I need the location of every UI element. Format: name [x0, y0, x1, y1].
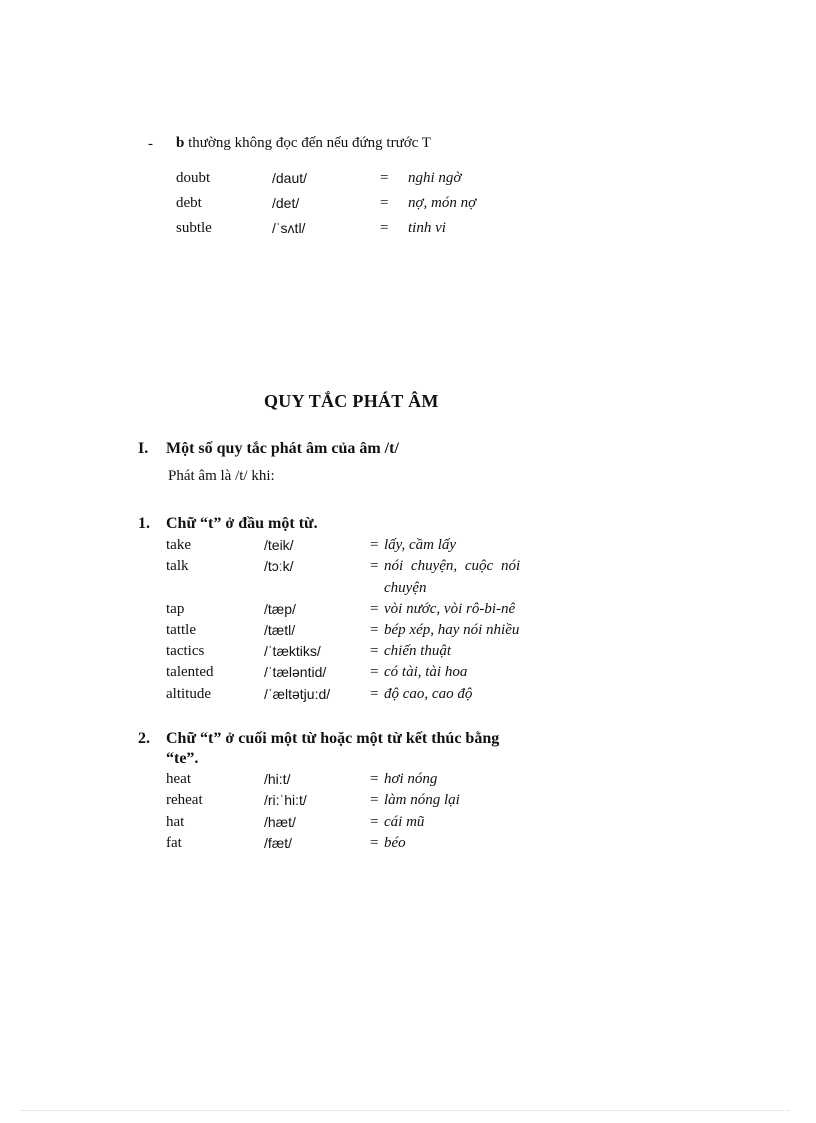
rule-row: [0, 622, 816, 644]
word: tactics: [166, 643, 205, 659]
section-number: I.: [138, 440, 149, 457]
meaning: tinh vi: [408, 220, 446, 236]
meaning: nghi ngờ: [408, 170, 462, 186]
equals-sign: =: [370, 601, 379, 617]
equals-sign: =: [370, 537, 379, 553]
word: tattle: [166, 622, 196, 638]
meaning-continuation: chuyện: [384, 580, 427, 596]
ipa: /ˈtæləntid/: [264, 664, 327, 680]
ipa: /ˈæltətju:d/: [264, 686, 331, 702]
equals-sign: =: [370, 686, 379, 702]
rule-row: [0, 835, 816, 857]
meaning: béo: [384, 835, 406, 851]
rule-row: [0, 558, 816, 580]
ipa: /daut/: [272, 170, 308, 186]
ipa: /tɔːk/: [264, 558, 294, 574]
word: debt: [176, 195, 202, 211]
rule-heading: Chữ “t” ở đầu một từ.: [166, 515, 318, 532]
intro-note-rest: thường không đọc đến nếu đứng trước T: [184, 135, 431, 151]
rule-row: [0, 537, 816, 559]
equals-sign: =: [370, 643, 379, 659]
meaning: làm nóng lại: [384, 792, 460, 808]
intro-row: [0, 170, 816, 192]
meaning: chiến thuật: [384, 643, 452, 659]
equals-sign: =: [370, 622, 379, 638]
intro-bullet: -: [148, 136, 153, 152]
equals-sign: =: [380, 220, 389, 236]
word: subtle: [176, 220, 212, 236]
meaning: bép xép, hay nói nhiều: [384, 622, 520, 638]
ipa: /ˈtæktiks/: [264, 643, 321, 659]
equals-sign: =: [370, 558, 379, 574]
meaning: độ cao, cao độ: [384, 686, 473, 702]
meaning: có tài, tài hoa: [384, 664, 468, 680]
equals-sign: =: [370, 664, 379, 680]
word: heat: [166, 771, 191, 787]
ipa: /teik/: [264, 537, 294, 553]
rule-row: [0, 643, 816, 665]
ipa: /ˈsʌtl/: [272, 220, 306, 236]
equals-sign: =: [370, 771, 379, 787]
rule-heading-continuation: “te”.: [166, 750, 199, 767]
meaning: nói chuyện, cuộc nói: [384, 558, 521, 574]
word: talented: [166, 664, 214, 680]
meaning: cái mũ: [384, 814, 425, 830]
ipa: /hi:t/: [264, 771, 291, 787]
equals-sign: =: [370, 792, 379, 808]
word: talk: [166, 558, 189, 574]
word: altitude: [166, 686, 211, 702]
word: take: [166, 537, 191, 553]
rule-number: 2.: [138, 730, 150, 747]
ipa: /hæt/: [264, 814, 296, 830]
meaning: vòi nước, vòi rô-bi-nê: [384, 601, 516, 617]
ipa: /tætl/: [264, 622, 296, 638]
meaning: nợ, món nợ: [408, 195, 477, 211]
equals-sign: =: [380, 195, 389, 211]
rule-row: [0, 601, 816, 623]
equals-sign: =: [380, 170, 389, 186]
word: fat: [166, 835, 182, 851]
word: reheat: [166, 792, 203, 808]
equals-sign: =: [370, 814, 379, 830]
word: tap: [166, 601, 185, 617]
meaning: lấy, cầm lấy: [384, 537, 457, 553]
word: doubt: [176, 170, 211, 186]
section-heading: Một số quy tắc phát âm của âm /t/: [166, 440, 399, 457]
equals-sign: =: [370, 835, 379, 851]
rule-row: [0, 771, 816, 793]
intro-note: [176, 135, 431, 152]
intro-note-bold: b: [176, 135, 185, 151]
intro-row: [0, 220, 816, 242]
ipa: /fæt/: [264, 835, 293, 851]
ipa: /det/: [272, 195, 300, 211]
rule-row: [0, 664, 816, 686]
ipa: /tæp/: [264, 601, 296, 617]
rule-heading: Chữ “t” ở cuối một từ hoặc một từ kết thúc bằng: [166, 730, 500, 747]
rule-row: [0, 686, 816, 708]
word: hat: [166, 814, 185, 830]
page-bottom-divider: [20, 1110, 790, 1111]
rule-row: [0, 792, 816, 814]
ipa: /ri:ˈhi:t/: [264, 792, 307, 808]
section-subline: Phát âm là /t/ khi:: [168, 468, 275, 484]
intro-row: [0, 195, 816, 217]
rule-number: 1.: [138, 515, 150, 532]
rule-row: [0, 814, 816, 836]
page-title: QUY TẮC PHÁT ÂM: [264, 391, 439, 411]
meaning: hơi nóng: [384, 771, 438, 787]
